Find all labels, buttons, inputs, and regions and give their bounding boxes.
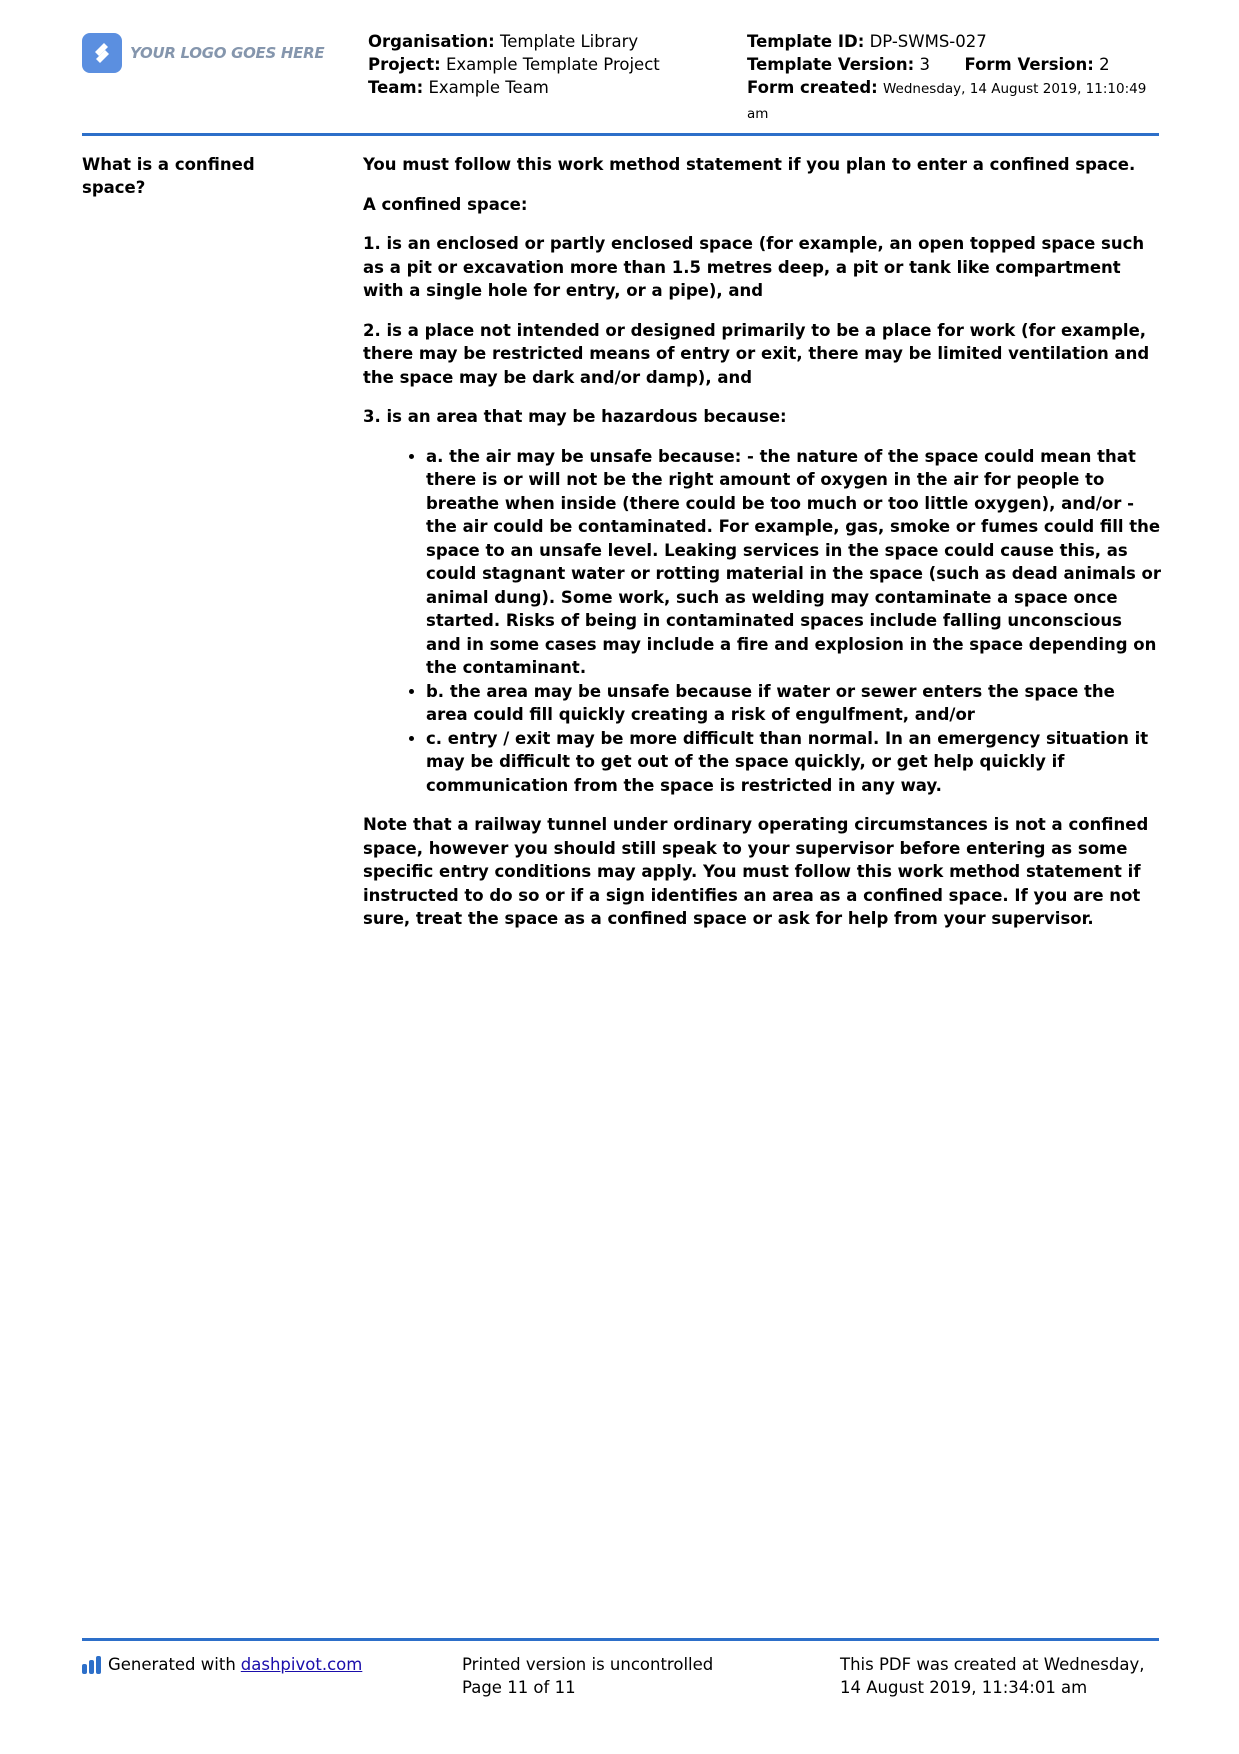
page-header: [82, 30, 1159, 134]
logo-icon: [82, 33, 122, 73]
logo-text: YOUR LOGO GOES HERE: [130, 44, 325, 62]
template-id-line: [747, 30, 1159, 53]
list-item: • b. the area may be unsafe because if water or sewer enters the space the area could fill quickly creating a risk of engulfment, and/or: [426, 680, 1161, 727]
project-value: Example Template Project: [445, 55, 660, 74]
generated-text: Generated with: [108, 1655, 236, 1674]
template-id-value: DP-SWMS-027: [869, 32, 987, 51]
project-label: Project:: [368, 55, 441, 74]
point-2: 2. is a place not intended or designed primarily to be a place for work (for example, there may be restricted means of entry or exit, there may be limited ventilation and the space may be dark and/or damp), and: [363, 320, 1150, 387]
organisation-line: [368, 30, 728, 53]
pdf-created-text: This PDF was created at Wednesday, 14 August 2019, 11:34:01 am: [840, 1655, 1145, 1697]
project-line: [368, 53, 728, 76]
company-logo: [82, 33, 324, 73]
form-created-label: Form created:: [747, 78, 878, 97]
footer-middle: [462, 1654, 792, 1699]
header-meta-right: [747, 30, 1159, 126]
form-created-value: Wednesday, 14 August 2019, 11:10:49 am: [747, 81, 1147, 122]
form-version-label: Form Version:: [964, 55, 1094, 74]
header-divider: [82, 133, 1159, 136]
page-number: Page 11 of 11: [462, 1677, 576, 1697]
dashpivot-link[interactable]: dashpivot.com: [240, 1655, 363, 1674]
team-label: Team:: [368, 78, 424, 97]
version-line: [747, 53, 1159, 76]
team-line: [368, 76, 728, 99]
subheading: A confined space:: [363, 194, 528, 214]
bar-chart-icon: [82, 1656, 101, 1674]
template-version-label: Template Version:: [747, 55, 915, 74]
template-version-value: 3: [919, 55, 930, 74]
form-created-line: [747, 76, 1159, 126]
template-id-label: Template ID:: [747, 32, 865, 51]
hazard-list: [363, 445, 1161, 798]
list-item: • a. the air may be unsafe because: - the nature of the space could mean that there is or will not be the right amount of oxygen in the air for people to breathe when inside (there could be too much or too little oxygen), and/or - the air could be contaminated. For example, gas, smoke or fumes could fill the space to an unsafe level. Leaking services in the space could cause this, as could stagnant water or rotting material in the space (such as dead animals or animal dung). Some work, such as welding may contaminate a space once started. Risks of being in contaminated spaces include falling unconscious and in some cases may include a fire and explosion in the space depending on the contaminant.: [426, 445, 1161, 680]
point-3: 3. is an area that may be hazardous because:: [363, 407, 787, 426]
uncontrolled-text: Printed version is uncontrolled: [462, 1655, 714, 1674]
intro-paragraph: You must follow this work method statement if you plan to enter a confined space.: [363, 155, 1136, 174]
organisation-value: Template Library: [499, 32, 639, 51]
organisation-label: Organisation:: [368, 32, 495, 51]
header-meta-left: [368, 30, 728, 99]
note-paragraph: Note that a railway tunnel under ordinary operating circumstances is not a confined space, however you should still speak to your supervisor before entering as some specific entry conditions may apply. You must follow this work method statement if instructed to do so or if a sign identifies an area as a confined space. If you are not sure, treat the space as a confined space or ask for help from your supervisor.: [363, 815, 1149, 928]
form-version-value: 2: [1099, 55, 1110, 74]
section-content: [363, 153, 1161, 947]
team-value: Example Team: [428, 78, 549, 97]
generated-with: [82, 1654, 362, 1677]
point-1: 1. is an enclosed or partly enclosed space (for example, an open topped space such as a pit or excavation more than 1.5 metres deep, a pit or tank like compartment with a single hole for entry, or a pipe), and: [363, 234, 1145, 300]
footer-divider: [82, 1638, 1159, 1641]
list-item: • c. entry / exit may be more difficult than normal. In an emergency situation it may be difficult to get out of the space quickly, or get help quickly if communication from the space is restricted in any way.: [426, 727, 1161, 798]
section-label: What is a confined space?: [82, 155, 255, 197]
